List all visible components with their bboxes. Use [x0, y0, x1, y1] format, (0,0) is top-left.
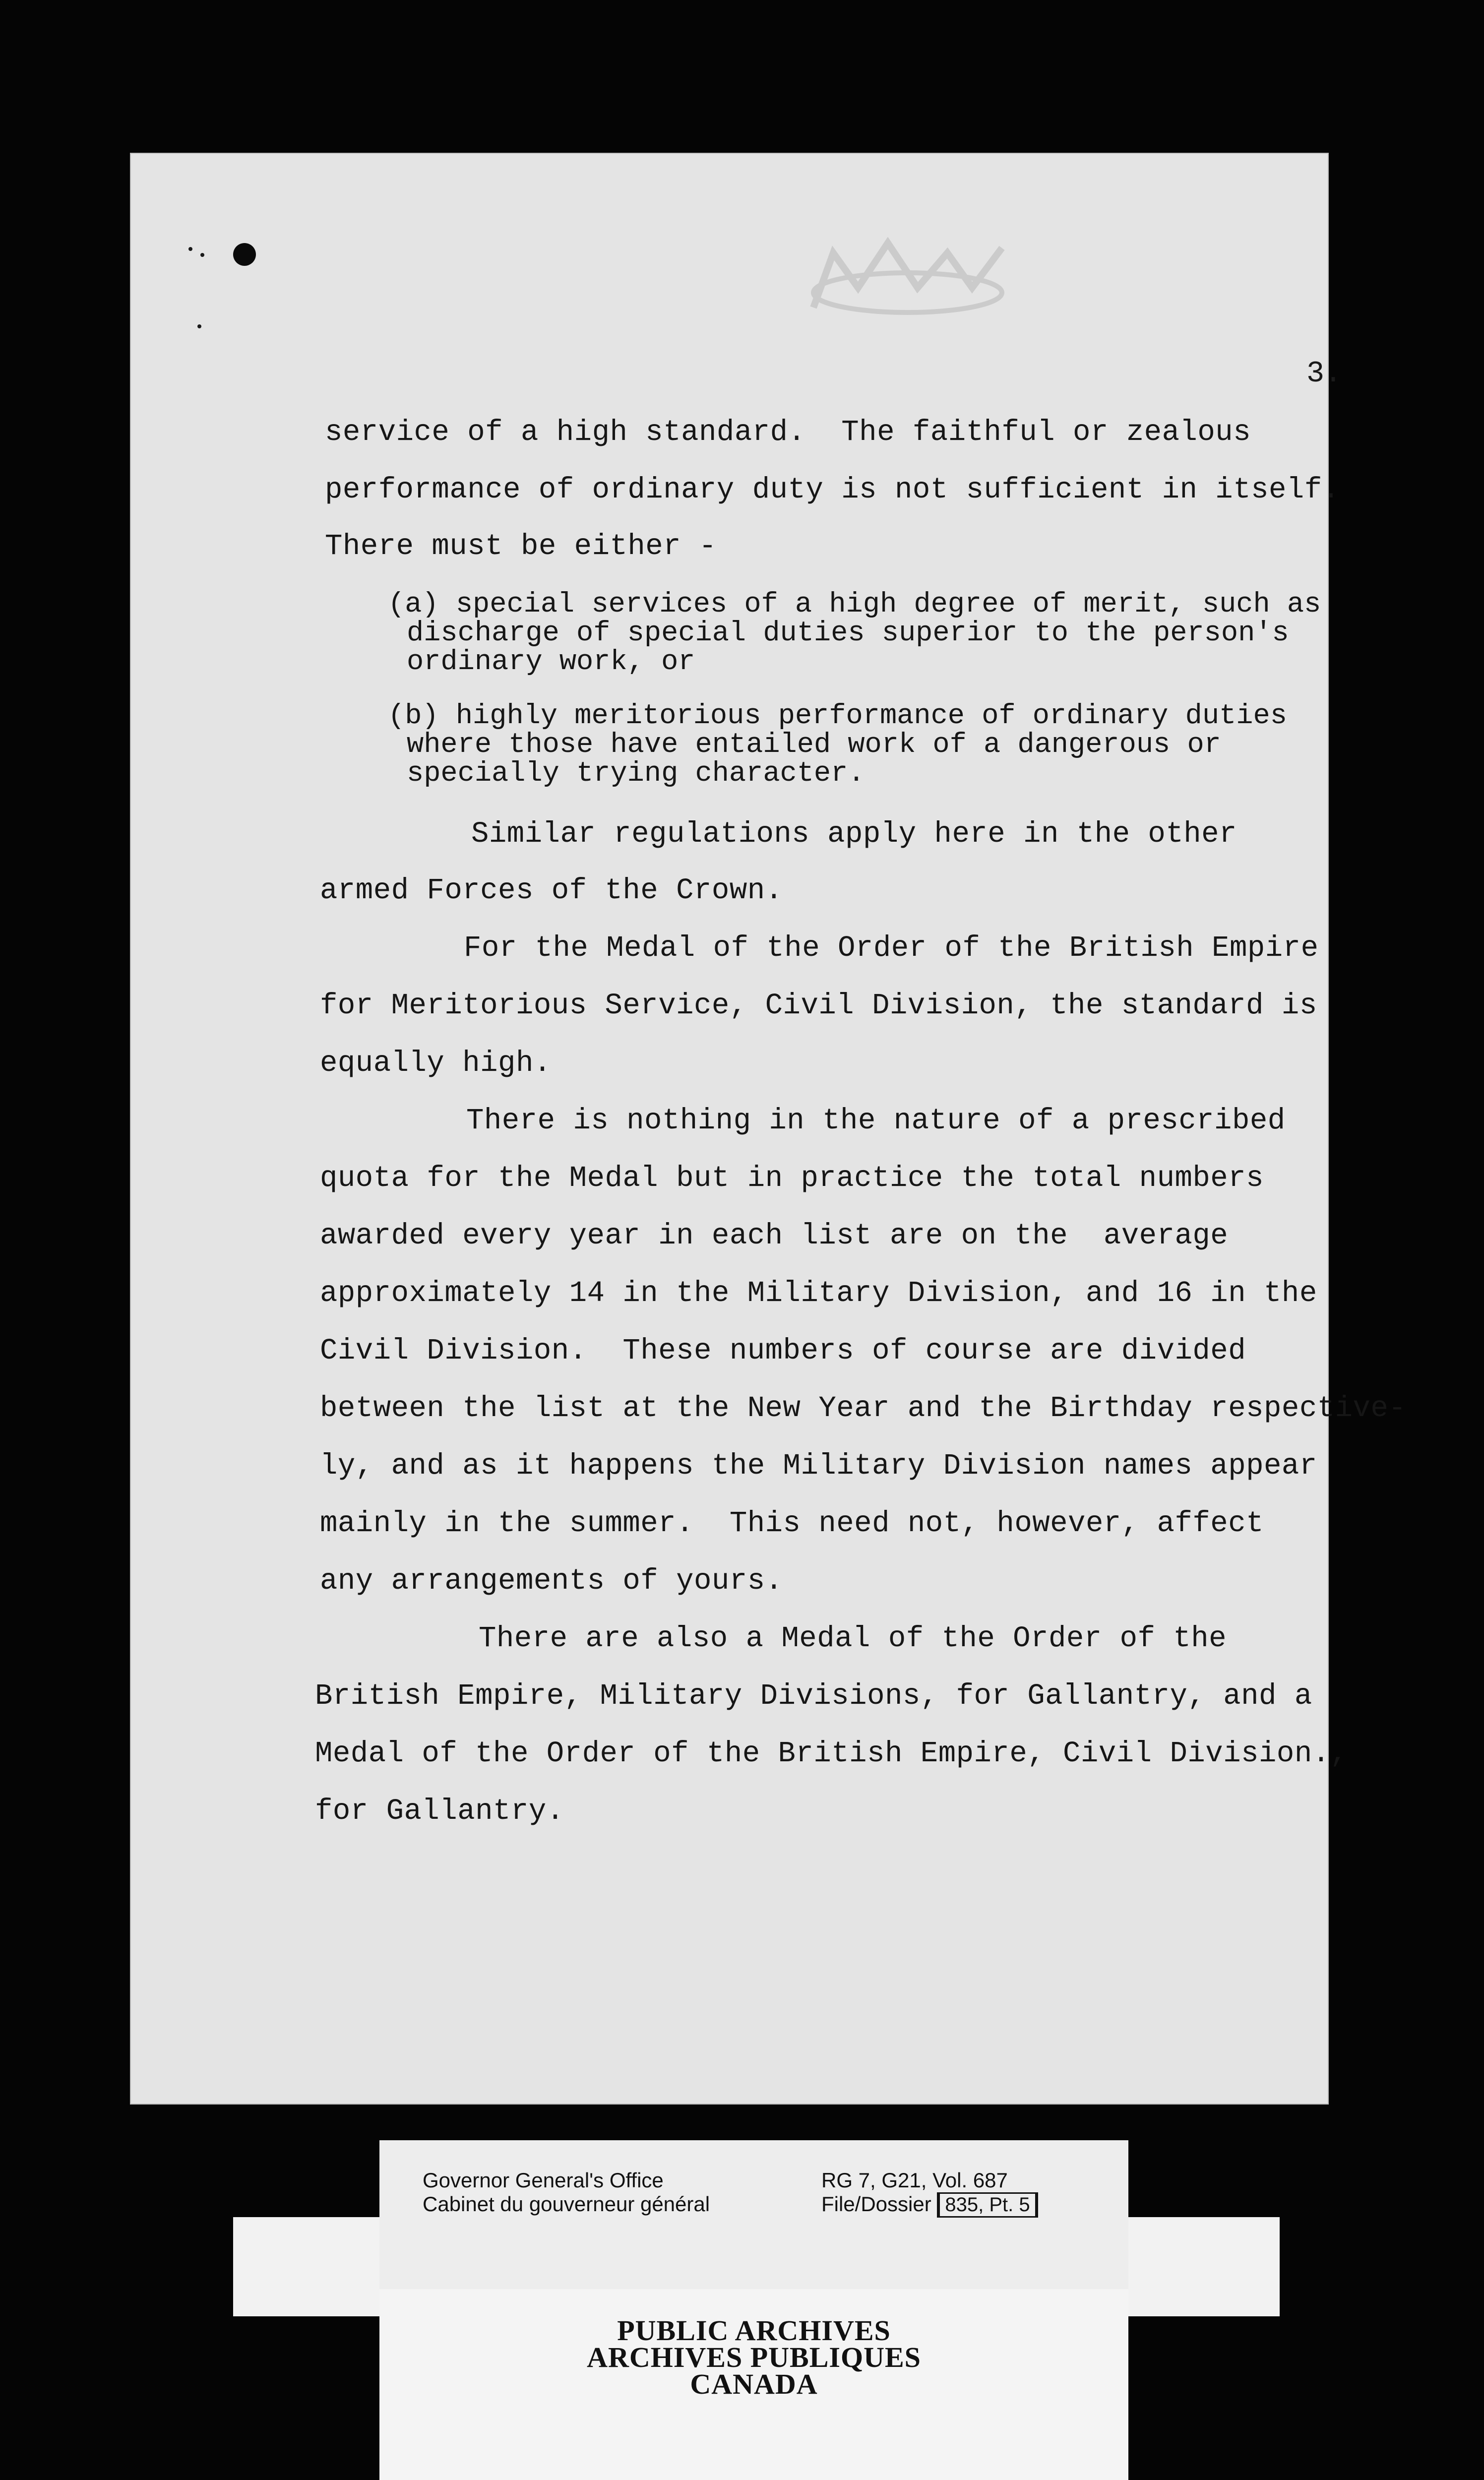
office-name-en: Governor General's Office: [423, 2169, 664, 2192]
text-line: awarded every year in each list are on the average: [320, 1219, 1229, 1252]
text-line: ly, and as it happens the Military Division names appear: [320, 1449, 1317, 1483]
text-line: any arrangements of yours.: [320, 1564, 783, 1598]
list-item-b-line: (b) highly meritorious performance of ordinary duties: [388, 700, 1287, 732]
list-item-a-line: ordinary work, or: [407, 646, 695, 678]
text-line: for Gallantry.: [315, 1795, 564, 1828]
speck-mark: [197, 324, 201, 328]
text-line: British Empire, Military Divisions, for Gallantry, and a: [315, 1679, 1312, 1713]
file-number: 835, Pt. 5: [937, 2192, 1038, 2218]
text-line: There must be either -: [325, 530, 717, 563]
list-item-b-line: where those have entailed work of a dangerous or: [407, 729, 1221, 761]
list-item-a-line: (a) special services of a high degree of merit, such as: [388, 589, 1321, 620]
speck-mark: [188, 247, 192, 251]
list-item-b-line: specially trying character.: [407, 758, 865, 790]
text-line: For the Medal of the Order of the British Empire: [464, 931, 1319, 965]
text-line: service of a high standard. The faithful or zealous: [325, 416, 1251, 449]
archives-title-en: PUBLIC ARCHIVES: [617, 2314, 891, 2347]
text-line: Civil Division. These numbers of course are divided: [320, 1334, 1246, 1367]
text-line: mainly in the summer. This need not, however, affect: [320, 1507, 1264, 1540]
text-line: armed Forces of the Crown.: [320, 874, 783, 907]
punch-hole: [233, 243, 256, 266]
faint-seal-watermark: [804, 233, 1012, 317]
text-line: for Meritorious Service, Civil Division, the standard is: [320, 989, 1317, 1022]
text-line: There are also a Medal of the Order of the: [479, 1622, 1227, 1655]
text-line: Similar regulations apply here in the other: [471, 817, 1237, 851]
text-line: between the list at the New Year and the Birthday respective-: [320, 1392, 1407, 1425]
archives-title-fr: ARCHIVES PUBLIQUES: [587, 2341, 921, 2373]
office-name-fr: Cabinet du gouverneur général: [423, 2192, 710, 2216]
text-line: quota for the Medal but in practice the total numbers: [320, 1162, 1264, 1195]
text-line: performance of ordinary duty is not sufficient in itself.: [325, 473, 1340, 506]
archive-reference: RG 7, G21, Vol. 687: [821, 2169, 1008, 2192]
speck-mark: [200, 253, 204, 257]
text-line: equally high.: [320, 1047, 552, 1080]
list-item-a-line: discharge of special duties superior to the person's: [407, 618, 1289, 649]
page-number: 3.: [1306, 357, 1343, 391]
text-line: There is nothing in the nature of a prescribed: [466, 1104, 1286, 1137]
file-dossier-label: File/Dossier: [821, 2192, 931, 2216]
archives-title-country: CANADA: [690, 2368, 818, 2400]
text-line: approximately 14 in the Military Division, and 16 in the: [320, 1277, 1317, 1310]
text-line: Medal of the Order of the British Empire, Civil Division.,: [315, 1737, 1348, 1770]
file-dossier-line: [821, 2192, 1038, 2218]
